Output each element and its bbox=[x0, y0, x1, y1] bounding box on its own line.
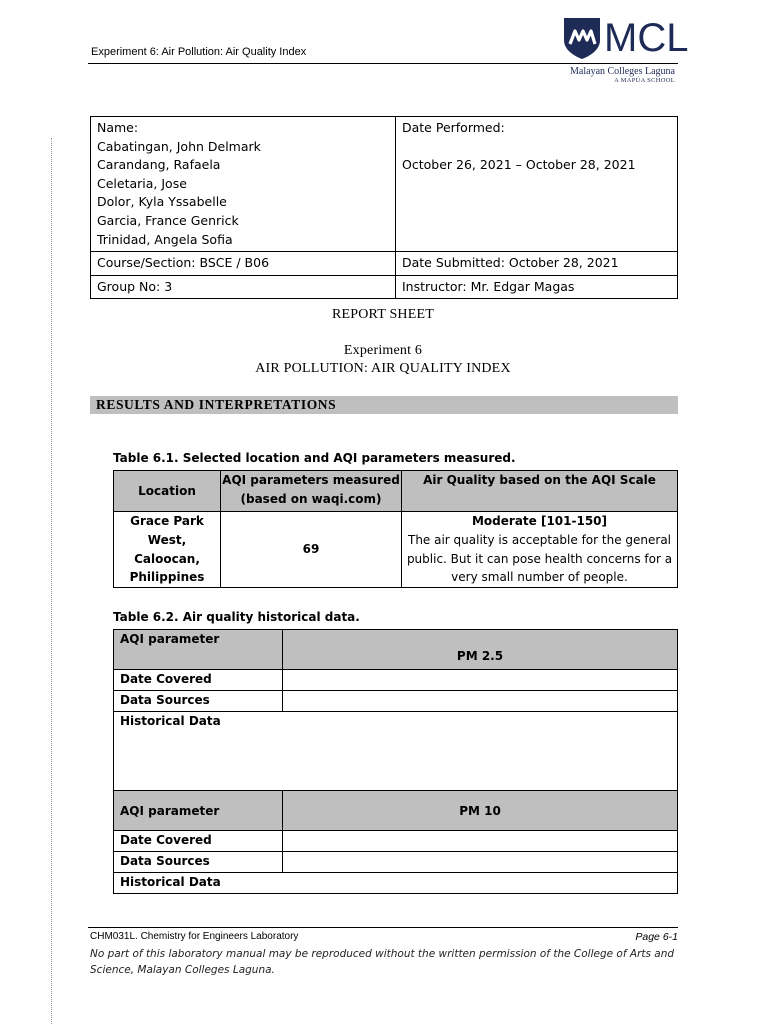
footer-course: CHM031L. Chemistry for Engineers Laboratory bbox=[90, 931, 299, 942]
location-line: West, bbox=[147, 532, 187, 547]
student-name: Cabatingan, John Delmark bbox=[97, 138, 261, 154]
footer-rule bbox=[88, 927, 678, 928]
aqi-parameter-value: PM 2.5 bbox=[283, 630, 678, 670]
shield-icon bbox=[562, 16, 602, 60]
table-6-1 bbox=[113, 470, 678, 588]
date-covered-label: Date Covered bbox=[114, 670, 283, 691]
date-performed-cell bbox=[396, 117, 678, 252]
course-section: Course/Section: BSCE / B06 bbox=[91, 252, 396, 276]
quality-desc-line: public. But it can pose health concerns for a bbox=[406, 551, 673, 566]
logo-tagline: A MAPÚA SCHOOL bbox=[614, 77, 675, 84]
date-covered-value bbox=[283, 670, 678, 691]
col-header-location: Location bbox=[114, 471, 221, 512]
logo-wordmark: MCL bbox=[604, 16, 689, 60]
aqi-parameter-label: AQI parameter bbox=[114, 791, 283, 831]
footer-copyright-note: No part of this laboratory manual may be reproduced without the written permission of the College of Arts and Science, Malayan Colleges Laguna. bbox=[90, 948, 675, 976]
student-name: Dolor, Kyla Yssabelle bbox=[97, 194, 227, 210]
aqi-parameter-label: AQI parameter bbox=[114, 630, 283, 670]
logo-subtitle: Malayan Colleges Laguna bbox=[570, 66, 675, 77]
quality-desc-line: The air quality is acceptable for the general bbox=[407, 532, 672, 547]
student-name: Trinidad, Angela Sofia bbox=[97, 231, 233, 247]
student-name: Celetaria, Jose bbox=[97, 175, 187, 191]
historical-data-label: Historical Data bbox=[114, 873, 678, 894]
section-heading-text: RESULTS AND INTERPRETATIONS bbox=[96, 397, 337, 412]
location-line: Grace Park bbox=[130, 514, 204, 528]
quality-desc-line: very small number of people. bbox=[451, 570, 628, 585]
student-name: Carandang, Rafaela bbox=[97, 157, 221, 173]
historical-data-label: Historical Data bbox=[114, 712, 678, 791]
name-label: Name: bbox=[97, 120, 139, 135]
col-header-quality: Air Quality based on the AQI Scale bbox=[402, 471, 678, 512]
data-sources-value bbox=[283, 852, 678, 873]
data-sources-label: Data Sources bbox=[114, 852, 283, 873]
quality-cell bbox=[402, 512, 678, 588]
location-cell bbox=[114, 512, 221, 588]
mcl-logo bbox=[562, 16, 689, 86]
date-covered-label: Date Covered bbox=[114, 831, 283, 852]
table-6-1-caption: Table 6.1. Selected location and AQI parameters measured. bbox=[113, 451, 516, 465]
section-heading bbox=[90, 396, 678, 414]
col-header-aqi: AQI parameters measured (based on waqi.com) bbox=[221, 471, 402, 512]
data-sources-label: Data Sources bbox=[114, 691, 283, 712]
footer-page-number: Page 6-1 bbox=[635, 931, 678, 943]
quality-heading: Moderate [101-150] bbox=[471, 514, 608, 528]
names-cell bbox=[91, 117, 396, 252]
date-covered-value bbox=[283, 831, 678, 852]
date-submitted: Date Submitted: October 28, 2021 bbox=[396, 252, 678, 276]
report-title: REPORT SHEET bbox=[331, 307, 435, 322]
table-6-2 bbox=[113, 629, 678, 894]
date-performed-value: October 26, 2021 – October 28, 2021 bbox=[402, 157, 636, 173]
data-sources-value bbox=[283, 691, 678, 712]
date-performed-label: Date Performed: bbox=[402, 120, 505, 135]
aqi-parameter-value: PM 10 bbox=[283, 791, 678, 831]
experiment-number: Experiment 6 bbox=[343, 343, 423, 358]
margin-guide bbox=[51, 138, 52, 1024]
aqi-value: 69 bbox=[221, 512, 402, 588]
student-name: Garcia, France Genrick bbox=[97, 212, 239, 228]
header-title: Experiment 6: Air Pollution: Air Quality Index bbox=[91, 46, 307, 58]
student-info-table bbox=[90, 116, 678, 299]
instructor: Instructor: Mr. Edgar Magas bbox=[396, 275, 678, 299]
location-line: Philippines bbox=[129, 570, 205, 585]
table-6-2-caption: Table 6.2. Air quality historical data. bbox=[113, 610, 360, 624]
experiment-title: AIR POLLUTION: AIR QUALITY INDEX bbox=[255, 361, 511, 376]
group-number: Group No: 3 bbox=[91, 275, 396, 299]
location-line: Caloocan, bbox=[134, 551, 200, 566]
